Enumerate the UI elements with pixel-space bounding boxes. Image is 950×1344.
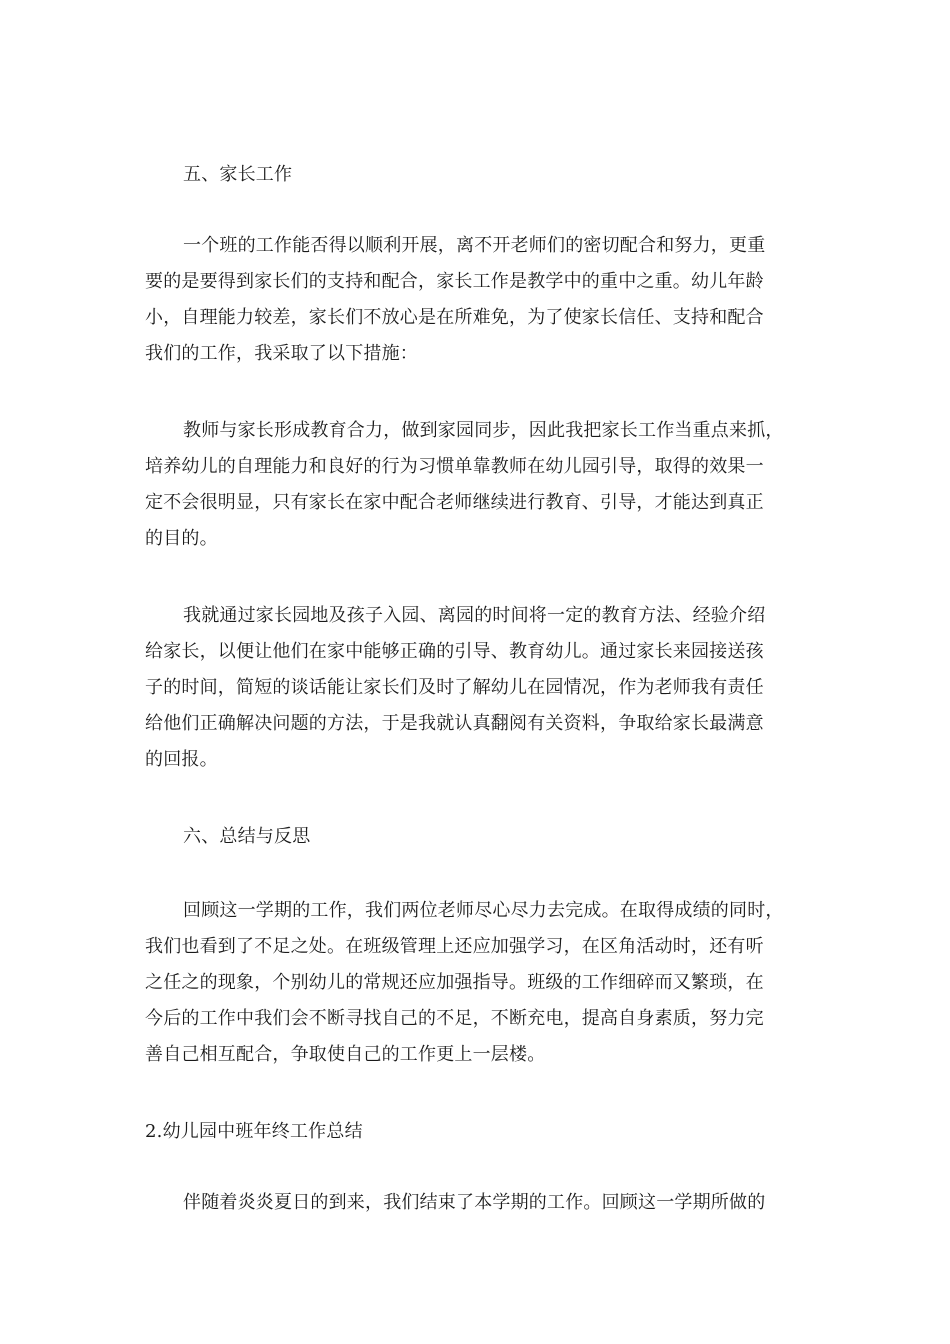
paragraph-parent-work-intro <box>145 228 810 372</box>
paragraph-line: 伴随着炎炎夏日的到来，我们结束了本学期的工作。回顾这一学期所做的 <box>183 1192 766 1213</box>
paragraph-line: 小，自理能力较差，家长们不放心是在所难免，为了使家长信任、支持和配合 <box>145 307 764 328</box>
paragraph-line: 要的是要得到家长们的支持和配合，家长工作是教学中的重中之重。幼儿年龄 <box>145 271 764 292</box>
section-heading-parent-work <box>145 157 810 193</box>
heading-text: 六、总结与反思 <box>183 826 311 847</box>
section-heading-summary <box>145 819 810 855</box>
paragraph-line: 子的时间，简短的谈话能让家长们及时了解幼儿在园情况，作为老师我有责任 <box>145 677 764 698</box>
paragraph-parent-communication <box>145 598 810 778</box>
paragraph-line: 我们的工作，我采取了以下措施： <box>145 343 418 364</box>
paragraph-line: 的目的。 <box>145 528 218 549</box>
paragraph-line: 一个班的工作能否得以顺利开展，离不开老师们的密切配合和努力，更重 <box>183 235 766 256</box>
paragraph-line: 今后的工作中我们会不断寻找自己的不足，不断充电，提高自身素质，努力完 <box>145 1008 764 1029</box>
paragraph-semester-end <box>145 1185 810 1221</box>
paragraph-line: 善自己相互配合，争取使自己的工作更上一层楼。 <box>145 1044 546 1065</box>
paragraph-line: 的回报。 <box>145 749 218 770</box>
paragraph-line: 给他们正确解决问题的方法，于是我就认真翻阅有关资料，争取给家长最满意 <box>145 713 764 734</box>
paragraph-line: 我们也看到了不足之处。在班级管理上还应加强学习，在区角活动时，还有听 <box>145 936 764 957</box>
document-title-2 <box>145 1114 810 1150</box>
paragraph-line: 定不会很明显，只有家长在家中配合老师继续进行教育、引导，才能达到真正 <box>145 492 764 513</box>
paragraph-summary-reflection <box>145 893 810 1073</box>
paragraph-line: 教师与家长形成教育合力，做到家园同步，因此我把家长工作当重点来抓， <box>183 420 784 441</box>
paragraph-line: 我就通过家长园地及孩子入园、离园的时间将一定的教育方法、经验介绍 <box>183 605 766 626</box>
paragraph-line: 培养幼儿的自理能力和良好的行为习惯单靠教师在幼儿园引导，取得的效果一 <box>145 456 764 477</box>
paragraph-education-synergy <box>145 413 810 557</box>
paragraph-line: 之任之的现象，个别幼儿的常规还应加强指导。班级的工作细碎而又繁琐，在 <box>145 972 764 993</box>
heading-text: 五、家长工作 <box>183 164 293 185</box>
paragraph-line: 回顾这一学期的工作，我们两位老师尽心尽力去完成。在取得成绩的同时， <box>183 900 784 921</box>
paragraph-line: 给家长，以便让他们在家中能够正确的引导、教育幼儿。通过家长来园接送孩 <box>145 641 764 662</box>
title-text: 2.幼儿园中班年终工作总结 <box>145 1121 363 1142</box>
